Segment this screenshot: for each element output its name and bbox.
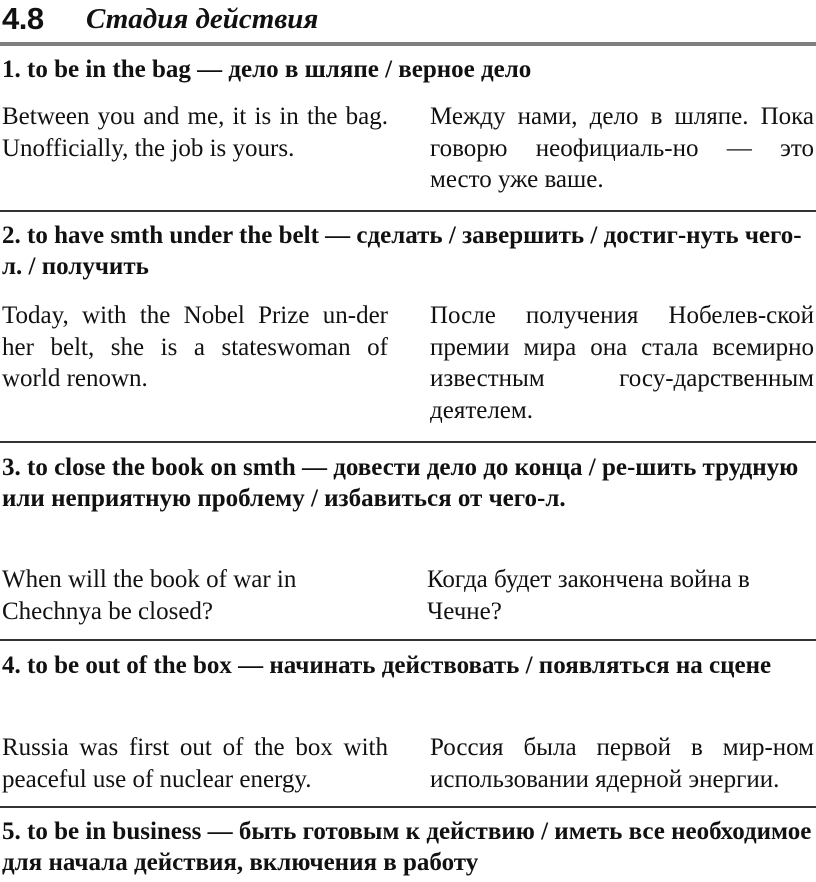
entry-3-heading: 3. to close the book on smth — довести дело до конца / ре-шить трудную или неприятную проблему / избавиться от чего-л. <box>2 454 799 512</box>
entry-2-russian: После получения Нобелев-ской премии мира она стала всемирно известным госу-дарственным деятелем. <box>430 302 814 424</box>
entry-divider <box>0 806 816 808</box>
entry-4-russian: Россия была первой в мир-ном использовании ядерной энергии. <box>430 734 814 793</box>
section-title: Стадия действия <box>86 3 319 35</box>
entry-3-english: When will the book of war in Chechnya be closed? <box>2 566 297 625</box>
entry-4-english: Russia was first out of the box with peaceful use of nuclear energy. <box>2 734 388 793</box>
header-rule <box>0 42 816 46</box>
entry-5-heading: 5. to be in business — быть готовым к действию / иметь все необходимое для начала действия, включения в работу <box>2 818 812 876</box>
entry-3-russian: Когда будет закончена война в Чечне? <box>427 566 750 625</box>
entry-1-heading: 1. to be in the bag — дело в шляпе / верное дело <box>2 56 532 83</box>
section-number: 4.8 <box>2 1 44 36</box>
entry-2-english: Today, with the Nobel Prize un-der her belt, she is a stateswoman of world renown. <box>2 302 388 392</box>
entry-divider <box>0 210 816 212</box>
section-header <box>0 0 816 44</box>
entry-divider <box>0 639 816 641</box>
entry-1-russian: Между нами, дело в шляпе. Пока говорю неофициаль-но — это место уже ваше. <box>430 103 814 193</box>
entry-4-heading: 4. to be out of the box — начинать действовать / появляться на сцене <box>2 652 772 679</box>
entry-1-english: Between you and me, it is in the bag. Unofficially, the job is yours. <box>2 103 388 162</box>
entry-2-heading: 2. to have smth under the belt — сделать / завершить / достиг-нуть чего-л. / получить <box>2 222 802 280</box>
entry-divider <box>0 441 816 443</box>
